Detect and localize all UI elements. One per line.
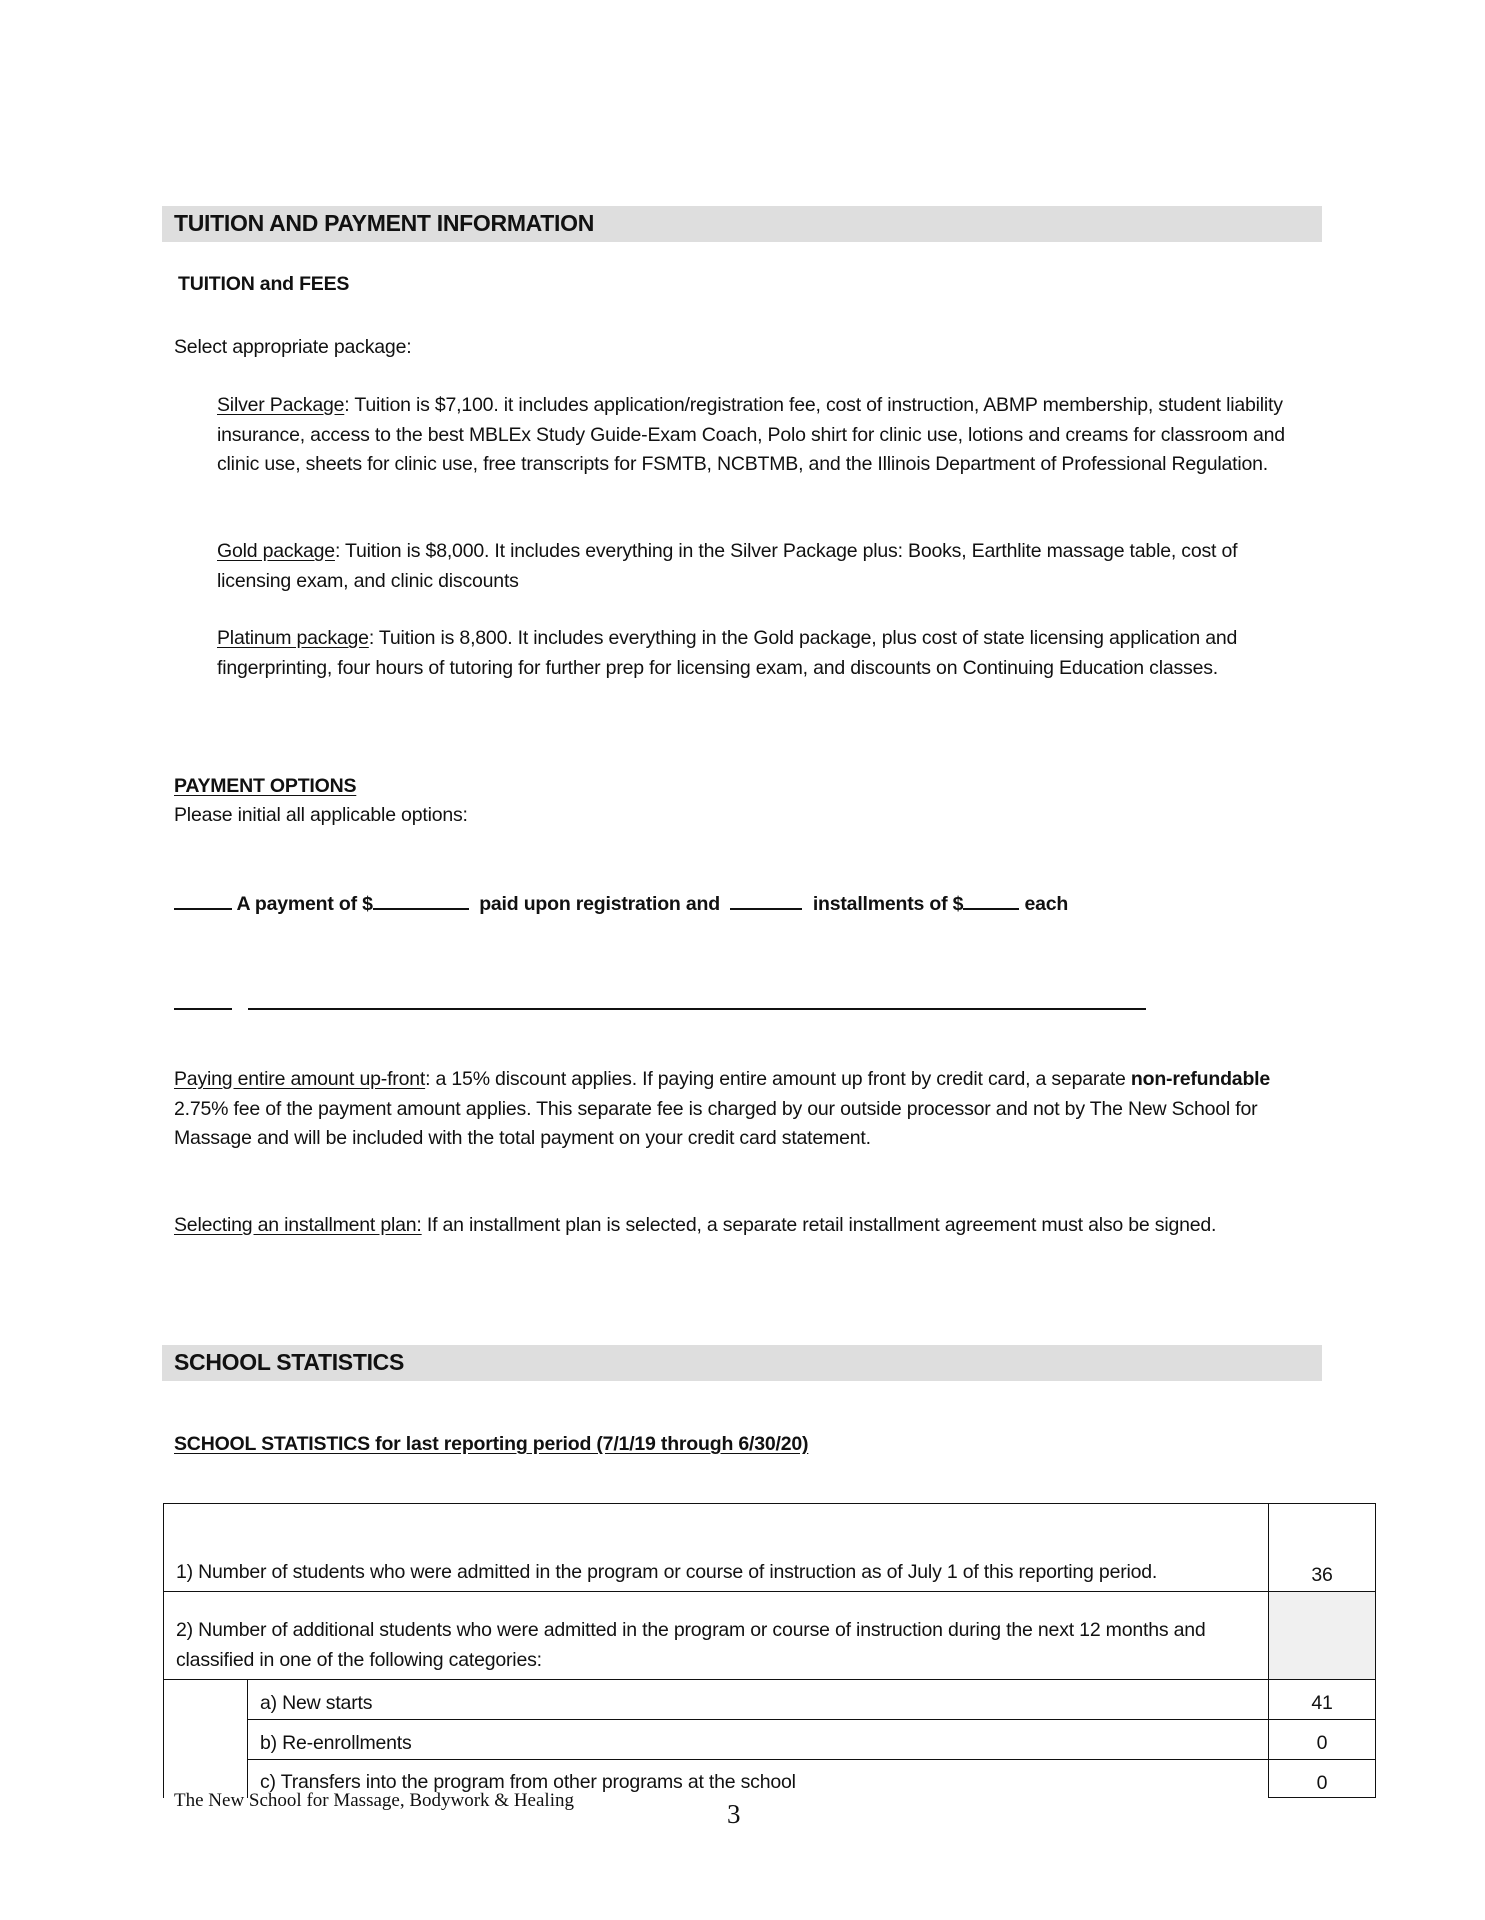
table-row — [164, 1720, 1376, 1760]
package-silver — [217, 391, 1297, 480]
other-initial-blank[interactable] — [174, 990, 232, 1010]
initial-blank[interactable] — [174, 890, 232, 910]
table-row — [164, 1592, 1376, 1680]
package-platinum-text: : Tuition is 8,800. It includes everything in the Gold package, plus cost of state licensing application and fingerprinting, four hours of tutoring for further prep for licensing exam, and discounts on Continuing Education classes. — [217, 627, 1238, 679]
installments-count-blank[interactable] — [730, 890, 802, 910]
payment-option-text-4: each — [1024, 893, 1069, 915]
installment-text: If an installment plan is selected, a separate retail installment agreement must also be signed. — [421, 1214, 1217, 1236]
upfront-label: Paying entire amount up-front — [174, 1068, 426, 1090]
section-header-tuition-text: TUITION AND PAYMENT INFORMATION — [174, 210, 595, 236]
section-header-tuition — [162, 206, 1322, 242]
page-number: 3 — [727, 1799, 741, 1829]
statistics-table — [163, 1503, 1376, 1798]
statistics-title: SCHOOL STATISTICS for last reporting period (7/1/19 through 6/30/20) — [174, 1433, 809, 1455]
package-silver-name: Silver Package — [217, 394, 345, 416]
upfront-text-1: : a 15% discount applies. If paying entire amount up front by credit card, a separate — [425, 1068, 1131, 1090]
section-header-statistics-text: SCHOOL STATISTICS — [174, 1349, 405, 1375]
package-gold-text: : Tuition is $8,000. It includes everything in the Silver Package plus: Books, Earthlite massage table, cost of licensing exam, and clinic discounts — [217, 540, 1238, 592]
package-gold-name: Gold package — [217, 540, 335, 562]
table-row — [164, 1504, 1376, 1592]
row-2-label: 2) Number of additional students who were admitted in the program or course of instruction during the next 12 months and classified in one of the following categories: — [164, 1592, 1269, 1680]
package-instruction: Select appropriate package: — [174, 336, 412, 358]
payment-option-line — [174, 890, 1068, 920]
payment-option-text-1: A payment of $ — [236, 893, 373, 915]
subrow-c-label: c) Transfers into the program from other programs at the school — [248, 1760, 1269, 1798]
payment-options-title: PAYMENT OPTIONS — [174, 775, 357, 797]
installment-amount-blank[interactable] — [963, 890, 1019, 910]
subrow-a-label: a) New starts — [248, 1680, 1269, 1720]
footer-school-name: The New School for Massage, Bodywork & Healing — [174, 1790, 574, 1811]
other-option-line — [174, 990, 1146, 1015]
upfront-payment-paragraph — [174, 1065, 1304, 1154]
row-2-value — [1269, 1592, 1376, 1680]
package-silver-text: : Tuition is $7,100. it includes application/registration fee, cost of instruction, ABMP membership, student liability insurance, access to the best MBLEx Study Guide-Exam Coach, Polo shirt for clinic use, lotions and creams for classroom and clinic use, sheets for clinic use, free transcripts for FSMTB, NCBTMB, and the Illinois Department of Professional Regulation. — [217, 394, 1285, 475]
payment-option-text-2: paid upon registration and — [479, 893, 720, 915]
upfront-text-2: 2.75% fee of the payment amount applies. This separate fee is charged by our outside processor and not by The New School for Massage and will be included with the total payment on your credit card statement. — [174, 1097, 1258, 1149]
tuition-fees-subheader: TUITION and FEES — [178, 273, 350, 295]
subrow-a-value: 41 — [1269, 1680, 1376, 1720]
indent-cell — [164, 1680, 248, 1798]
installment-label: Selecting an installment plan: — [174, 1214, 422, 1236]
table-row — [164, 1680, 1376, 1720]
payment-options-instruction: Please initial all applicable options: — [174, 804, 468, 826]
other-option-blank[interactable] — [248, 990, 1146, 1010]
subrow-b-value: 0 — [1269, 1720, 1376, 1760]
upfront-bold: non-refundable — [1130, 1068, 1271, 1090]
package-platinum — [217, 624, 1297, 683]
package-platinum-name: Platinum package — [217, 627, 369, 649]
section-header-statistics — [162, 1345, 1322, 1381]
row-1-value: 36 — [1269, 1504, 1376, 1592]
payment-amount-blank[interactable] — [373, 890, 469, 910]
row-1-label: 1) Number of students who were admitted in the program or course of instruction as of July 1 of this reporting period. — [164, 1504, 1269, 1592]
payment-option-text-3: installments of $ — [812, 893, 964, 915]
subrow-c-value: 0 — [1269, 1760, 1376, 1798]
subrow-b-label: b) Re-enrollments — [248, 1720, 1269, 1760]
package-gold — [217, 537, 1297, 596]
installment-paragraph — [174, 1211, 1304, 1241]
